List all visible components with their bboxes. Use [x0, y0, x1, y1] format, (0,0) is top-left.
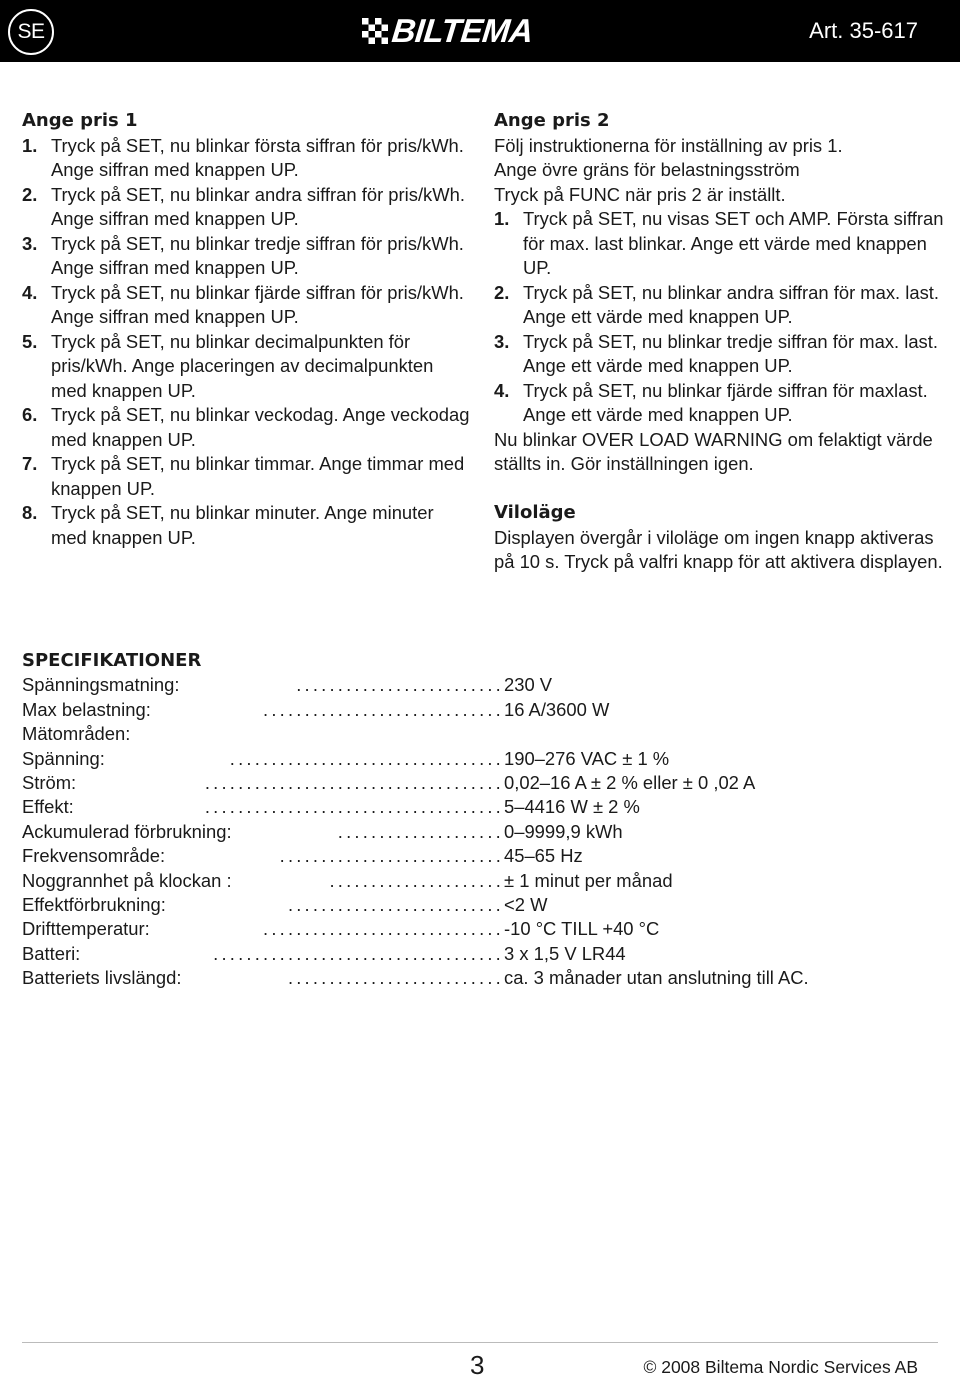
specifications-list	[22, 673, 922, 990]
copyright-notice: © 2008 Biltema Nordic Services AB	[643, 1357, 918, 1377]
checkered-flag-icon	[362, 18, 388, 44]
spec-value: 45–65 Hz	[504, 845, 583, 867]
footer-divider	[22, 1342, 938, 1343]
step-item	[22, 183, 472, 232]
spec-row	[22, 966, 922, 990]
step-number: 2.	[22, 183, 38, 205]
spec-row	[22, 722, 922, 746]
price-2-intro-load: Ange övre gräns för belastningsström	[494, 159, 800, 180]
step-text: Tryck på SET, nu blinkar andra siffran för max. last. Ange ett värde med knappen UP.	[523, 281, 939, 327]
step-text: Tryck på SET, nu blinkar andra siffran för pris/kWh. Ange siffran med knappen UP.	[51, 183, 465, 229]
spec-label: Batteriets livslängd:	[22, 967, 182, 989]
step-text: Tryck på SET, nu blinkar fjärde siffran för pris/kWh. Ange siffran med knappen UP.	[51, 281, 464, 327]
overload-warning-text: Nu blinkar OVER LOAD WARNING om felaktigt värde ställts in. Gör inställningen igen.	[494, 428, 933, 474]
spec-value: 16 A/3600 W	[504, 698, 610, 720]
spec-value: ca. 3 månader utan anslutning till AC.	[504, 967, 809, 989]
spec-value: 190–276 VAC ± 1 %	[504, 747, 670, 769]
spec-label: Mätområden:	[22, 723, 131, 745]
spec-label: Effektförbrukning:	[22, 894, 166, 916]
step-number: 4.	[22, 281, 38, 303]
step-number: 7.	[22, 453, 38, 474]
spec-value: -10 °C TILL +40 °C	[504, 918, 660, 940]
right-column	[494, 109, 944, 575]
step-item	[22, 403, 472, 452]
spec-row	[22, 795, 922, 819]
spec-dot-leader: .........................	[296, 674, 504, 696]
spec-row	[22, 771, 922, 795]
step-text: Tryck på SET, nu visas SET och AMP. Första siffran för max. last blinkar. Ange ett värde med knappen UP.	[523, 208, 944, 278]
price-2-steps	[494, 207, 944, 428]
article-number: Art. 35-617	[809, 18, 918, 43]
price-2-intro: Följ instruktionerna för inställning av pris 1.	[494, 134, 843, 156]
spec-label: Spänning:	[22, 747, 105, 769]
spec-value: ± 1 minut per månad	[504, 869, 673, 891]
step-text: Tryck på SET, nu blinkar tredje siffran för max. last. Ange ett värde med knappen UP.	[523, 330, 938, 376]
spec-row	[22, 820, 922, 844]
section-heading-sleep-mode: Viloläge	[494, 502, 576, 523]
page-number: 3	[470, 1350, 485, 1380]
brand-logo	[362, 13, 533, 49]
spec-dot-leader: .....................	[329, 869, 504, 891]
spec-row	[22, 747, 922, 771]
step-number: 4.	[494, 379, 510, 401]
spec-dot-leader: ....................	[337, 820, 504, 842]
spec-label: Max belastning:	[22, 698, 151, 720]
spec-dot-leader: .................................	[229, 747, 504, 769]
spec-value: 5–4416 W ± 2 %	[504, 796, 640, 818]
step-number: 1.	[494, 208, 510, 229]
spec-label: Effekt:	[22, 796, 74, 818]
spec-value: 3 x 1,5 V LR44	[504, 942, 626, 964]
sleep-mode-text: Displayen övergår i viloläge om ingen knapp aktiveras på 10 s. Tryck på valfri knapp för att aktivera displayen.	[494, 526, 943, 572]
step-text: Tryck på SET, nu blinkar decimalpunkten för pris/kWh. Ange placeringen av decimalpunkten med knappen UP.	[51, 330, 434, 401]
spec-dot-leader: ..........................	[287, 894, 504, 916]
step-text: Tryck på SET, nu blinkar första siffran för pris/kWh. Ange siffran med knappen UP.	[51, 134, 464, 180]
price-1-steps	[22, 134, 472, 551]
spec-dot-leader: ...................................	[213, 942, 504, 964]
spec-label: Batteri:	[22, 942, 81, 964]
step-item	[494, 379, 944, 428]
spec-dot-leader: ....................................	[204, 772, 504, 794]
spec-row	[22, 942, 922, 966]
step-number: 6.	[22, 404, 38, 425]
price-2-intro-func: Tryck på FUNC när pris 2 är inställt.	[494, 183, 786, 205]
specifications-title: SPECIFIKATIONER	[22, 650, 202, 671]
header-bar	[0, 0, 960, 62]
step-item	[22, 232, 472, 281]
step-item	[22, 330, 472, 404]
spec-value: 0,02–16 A ± 2 % eller ± 0 ,02 A	[504, 772, 756, 794]
step-text: Tryck på SET, nu blinkar fjärde siffran för maxlast. Ange ett värde med knappen UP.	[523, 379, 928, 425]
spec-row	[22, 698, 922, 722]
spec-label: Spänningsmatning:	[22, 674, 180, 696]
spec-label: Drifttemperatur:	[22, 918, 150, 940]
spec-row	[22, 869, 922, 893]
step-item	[22, 452, 472, 501]
spec-row	[22, 917, 922, 941]
step-text: Tryck på SET, nu blinkar timmar. Ange timmar med knappen UP.	[51, 453, 465, 499]
step-item	[22, 134, 472, 183]
step-number: 5.	[22, 330, 38, 352]
spec-row	[22, 844, 922, 868]
spec-label: Noggrannhet på klockan :	[22, 869, 232, 891]
left-column	[22, 109, 472, 550]
step-text: Tryck på SET, nu blinkar veckodag. Ange veckodag med knappen UP.	[51, 404, 470, 450]
spec-row	[22, 893, 922, 917]
section-heading-price-1: Ange pris 1	[22, 110, 138, 131]
spec-dot-leader: .............................	[263, 698, 504, 720]
step-item	[494, 330, 944, 379]
spec-dot-leader: ...........................	[279, 845, 504, 867]
step-item	[494, 281, 944, 330]
specifications	[22, 649, 922, 991]
spec-dot-leader: .............................	[263, 918, 504, 940]
spec-label: Frekvensområde:	[22, 845, 166, 867]
brand-name: BILTEMA	[390, 12, 535, 49]
step-number: 1.	[22, 134, 38, 156]
step-item	[22, 501, 472, 550]
step-item	[22, 281, 472, 330]
spec-dot-leader: ..........................	[287, 967, 504, 989]
spec-row	[22, 673, 922, 697]
step-text: Tryck på SET, nu blinkar minuter. Ange minuter med knappen UP.	[51, 502, 434, 548]
section-heading-price-2: Ange pris 2	[494, 110, 610, 131]
spec-label: Ström:	[22, 772, 77, 794]
step-item	[494, 207, 944, 281]
step-number: 3.	[494, 330, 510, 352]
step-number: 8.	[22, 502, 38, 523]
spec-dot-leader: ....................................	[204, 796, 504, 818]
spec-value: 230 V	[504, 674, 553, 696]
spec-label: Ackumulerad förbrukning:	[22, 820, 232, 842]
step-text: Tryck på SET, nu blinkar tredje siffran för pris/kWh. Ange siffran med knappen UP.	[51, 232, 464, 278]
language-badge: SE	[8, 9, 54, 55]
spec-value: <2 W	[504, 894, 548, 916]
step-number: 3.	[22, 232, 38, 254]
spec-value: 0–9999,9 kWh	[504, 820, 623, 842]
step-number: 2.	[494, 281, 510, 303]
